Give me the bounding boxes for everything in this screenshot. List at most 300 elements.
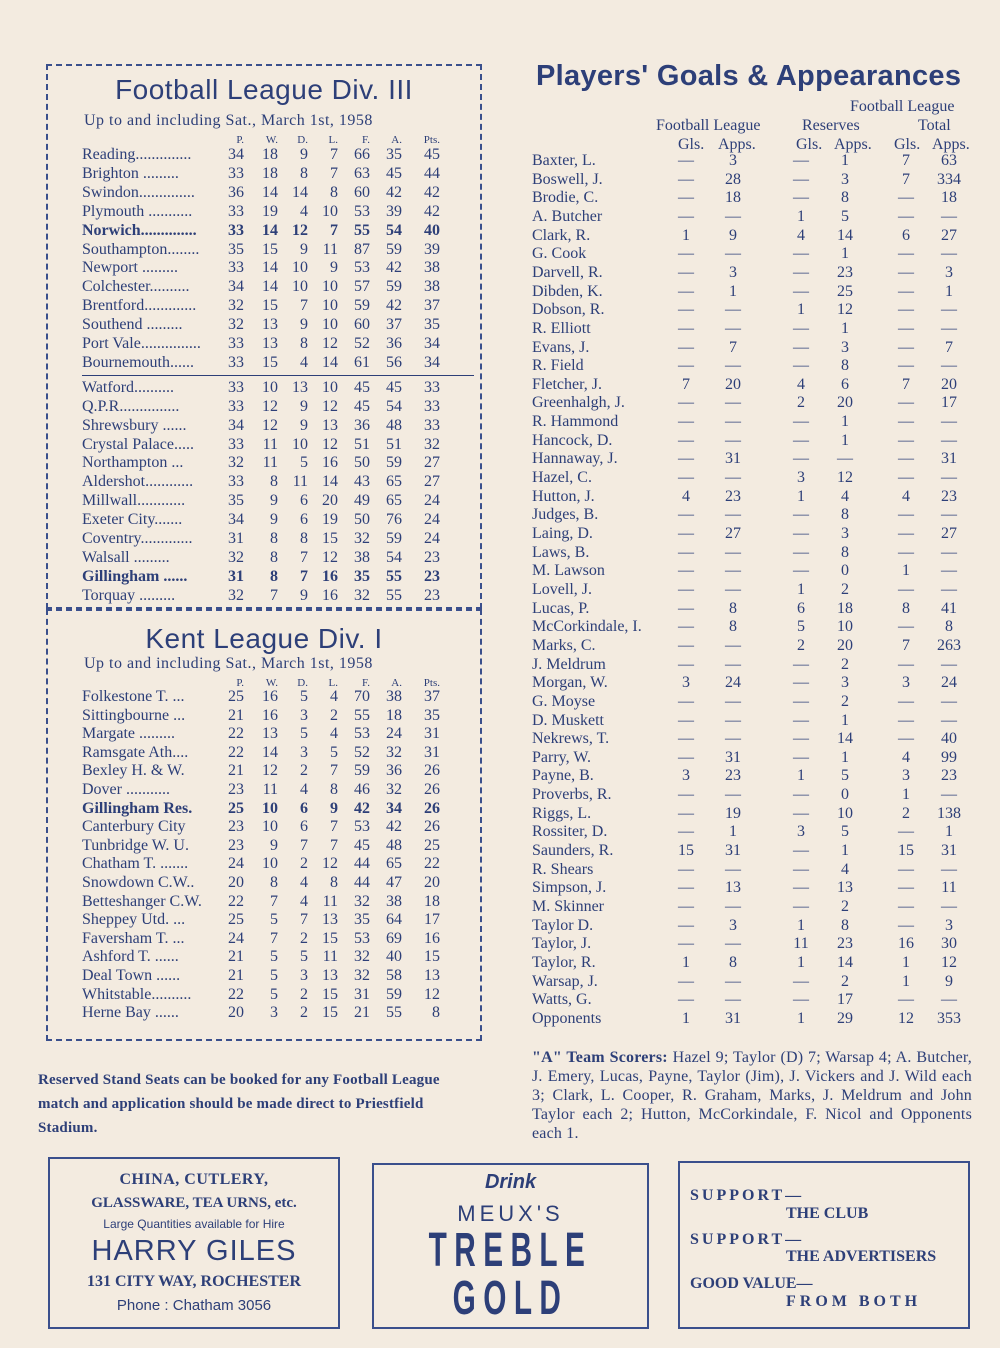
table-row	[532, 600, 972, 618]
table-cell: 31	[941, 450, 957, 468]
table-cell: 8	[841, 543, 849, 561]
table-cell: 1	[841, 413, 849, 431]
table-cell: 7	[330, 836, 338, 854]
table-cell: —	[793, 525, 809, 542]
kl-col-header: W.	[265, 677, 278, 689]
team-name: Ramsgate Ath....	[82, 743, 189, 761]
table-cell: 55	[386, 567, 402, 585]
team-name: Folkestone T. ...	[82, 688, 185, 705]
table-cell: 7	[330, 221, 338, 239]
ad-support-line6: FROM BOTH	[786, 1293, 922, 1310]
ad-support-line3: SUPPORT—	[690, 1231, 805, 1248]
table-cell: 10	[322, 202, 338, 220]
table-cell: 8	[270, 874, 278, 891]
table-cell: 20	[837, 394, 853, 412]
table-cell: 10	[262, 799, 278, 817]
header-football-league: Football League	[656, 117, 761, 134]
table-cell: 1	[797, 301, 805, 319]
table-row	[82, 417, 470, 435]
table-cell: —	[793, 692, 809, 710]
table-row	[82, 492, 470, 510]
team-name: Southend .........	[82, 316, 183, 334]
table-cell: 18	[262, 146, 278, 163]
table-cell: 24	[725, 674, 741, 692]
table-row	[82, 530, 470, 548]
table-row	[532, 712, 972, 730]
table-cell: 36	[354, 416, 370, 434]
table-row	[532, 562, 972, 580]
table-cell: 35	[228, 492, 244, 510]
table-row	[532, 245, 972, 263]
table-cell: 6	[300, 799, 308, 817]
player-name: Saunders, R.	[532, 842, 614, 860]
table-cell: 2	[902, 804, 910, 822]
player-name: R. Shears	[532, 860, 594, 878]
table-cell: —	[678, 748, 694, 766]
table-cell: —	[898, 991, 914, 1009]
table-cell: 13	[292, 378, 308, 396]
player-name: Marks, C.	[532, 636, 596, 654]
table-cell: 10	[322, 316, 338, 334]
table-cell: —	[898, 413, 914, 431]
table-cell: 45	[354, 397, 370, 415]
table-cell: 8	[841, 916, 849, 934]
table-cell: 9	[729, 226, 737, 244]
ad-giles-line3: Large Quantities available for Hire	[103, 1217, 285, 1231]
player-name: Evans, J.	[532, 338, 590, 356]
table-row	[532, 525, 972, 543]
table-cell: 34	[228, 146, 244, 163]
table-cell: 8	[300, 530, 308, 547]
table-cell: —	[793, 506, 809, 524]
table-cell: 8	[729, 618, 737, 636]
table-row	[532, 581, 972, 599]
table-cell: 9	[330, 259, 338, 277]
table-cell: 3	[729, 152, 737, 169]
table-cell: 9	[330, 799, 338, 817]
team-name: Plymouth ...........	[82, 202, 193, 220]
table-cell: 15	[424, 948, 440, 966]
table-row	[82, 278, 470, 296]
table-cell: —	[725, 711, 741, 729]
table-cell: 17	[424, 911, 440, 929]
table-cell: 8	[270, 473, 278, 491]
player-name: Payne, B.	[532, 767, 594, 785]
table-cell: 33	[228, 435, 244, 453]
player-name: Baxter, L.	[532, 152, 596, 169]
table-cell: 16	[322, 567, 338, 585]
table-cell: 14	[322, 473, 338, 491]
table-cell: —	[678, 189, 694, 207]
table-cell: 25	[837, 282, 853, 300]
kent-league-subtitle: Up to and including Sat., March 1st, 1958	[84, 655, 373, 672]
table-cell: 44	[354, 855, 370, 873]
table-row	[82, 986, 470, 1004]
table-cell: 21	[228, 948, 244, 966]
player-name: M. Skinner	[532, 898, 604, 915]
table-cell: 32	[424, 435, 440, 453]
table-cell: 32	[228, 454, 244, 472]
table-cell: 5	[841, 823, 849, 841]
table-cell: 8	[841, 189, 849, 207]
team-name: Coventry.............	[82, 530, 193, 547]
kent-league-title: Kent League Div. I	[145, 623, 383, 654]
table-cell: 40	[386, 948, 402, 966]
table-cell: 8	[945, 618, 953, 636]
table-row	[532, 189, 972, 207]
table-cell: 55	[354, 221, 370, 239]
table-cell: 49	[354, 492, 370, 510]
table-cell: 53	[354, 259, 370, 277]
player-name: Riggs, L.	[532, 804, 592, 822]
ad-giles-line2: GLASSWARE, TEA URNS, etc.	[91, 1195, 297, 1211]
table-divider	[82, 375, 474, 376]
table-row	[532, 488, 972, 506]
table-cell: 5	[841, 207, 849, 225]
table-cell: —	[678, 170, 694, 188]
table-row	[532, 208, 972, 226]
table-cell: 24	[228, 855, 244, 873]
player-name: Opponents	[532, 1009, 602, 1027]
table-cell: 45	[354, 836, 370, 854]
table-cell: 38	[424, 259, 440, 277]
table-cell: —	[941, 319, 957, 337]
table-row	[532, 339, 972, 357]
ad-support-line5: GOOD VALUE—	[690, 1275, 813, 1292]
table-cell: 32	[386, 743, 402, 761]
table-cell: 35	[424, 316, 440, 334]
table-cell: 23	[725, 767, 741, 785]
table-cell: 35	[354, 911, 370, 929]
table-cell: 10	[837, 804, 853, 822]
table-cell: —	[725, 506, 741, 524]
table-cell: 70	[354, 688, 370, 705]
ad-giles-name: HARRY GILES	[91, 1235, 297, 1267]
player-name: Laws, B.	[532, 543, 590, 561]
table-cell: 20	[228, 1004, 244, 1022]
table-cell: 3	[841, 338, 849, 356]
table-cell: 38	[424, 278, 440, 296]
table-cell: 40	[941, 730, 957, 748]
table-cell: 17	[941, 394, 957, 412]
table-cell: 55	[386, 1004, 402, 1022]
table-row	[532, 749, 972, 767]
table-cell: —	[725, 413, 741, 431]
table-cell: 4	[841, 860, 849, 878]
table-cell: 7	[902, 170, 910, 188]
table-cell: 38	[354, 548, 370, 566]
table-cell: 33	[424, 378, 440, 396]
table-row	[532, 301, 972, 319]
table-cell: —	[678, 935, 694, 953]
table-cell: 59	[386, 278, 402, 296]
table-cell: 17	[837, 991, 853, 1009]
table-row	[82, 688, 470, 706]
table-cell: 33	[228, 378, 244, 396]
table-cell: —	[941, 860, 957, 878]
table-cell: 1	[841, 711, 849, 729]
table-row	[532, 823, 972, 841]
table-cell: 2	[330, 706, 338, 724]
table-row	[532, 879, 972, 897]
table-cell: 5	[270, 985, 278, 1003]
table-cell: —	[725, 394, 741, 412]
table-row	[532, 805, 972, 823]
table-cell: 14	[262, 183, 278, 201]
table-cell: 21	[228, 706, 244, 724]
table-cell: —	[678, 786, 694, 804]
table-cell: 26	[424, 818, 440, 836]
table-cell: 11	[262, 454, 278, 472]
table-cell: —	[898, 916, 914, 934]
player-name: Greenhalgh, J.	[532, 394, 625, 412]
team-name: Sittingbourne ...	[82, 706, 186, 724]
team-name: Betteshanger C.W.	[82, 892, 202, 910]
table-cell: 2	[300, 1004, 308, 1022]
player-name: Lucas, P.	[532, 599, 590, 617]
table-cell: 31	[725, 748, 741, 766]
table-cell: —	[793, 431, 809, 449]
table-cell: 10	[292, 278, 308, 296]
table-cell: 48	[386, 416, 402, 434]
table-cell: 55	[354, 706, 370, 724]
table-cell: —	[678, 655, 694, 673]
table-cell: 23	[837, 263, 853, 281]
table-cell: 51	[354, 435, 370, 453]
table-cell: —	[725, 319, 741, 337]
table-row	[532, 544, 972, 562]
table-cell: 20	[837, 636, 853, 654]
table-cell: 42	[354, 799, 370, 817]
table-cell: 38	[386, 688, 402, 705]
table-cell: 63	[941, 152, 957, 169]
ad-giles-line1: CHINA, CUTLERY,	[119, 1171, 269, 1188]
table-cell: 7	[300, 548, 308, 566]
table-cell: 4	[902, 748, 910, 766]
table-cell: 1	[797, 916, 805, 934]
kl-col-header: D.	[297, 677, 308, 689]
table-cell: 31	[424, 725, 440, 743]
player-name: Judges, B.	[532, 506, 599, 524]
table-cell: 1	[945, 282, 953, 300]
table-cell: 54	[386, 221, 402, 239]
table-cell: 16	[322, 586, 338, 604]
table-cell: 21	[354, 1004, 370, 1022]
player-name: D. Muskett	[532, 711, 604, 729]
table-cell: 7	[300, 297, 308, 315]
table-cell: 27	[941, 525, 957, 542]
table-cell: 5	[300, 688, 308, 705]
header-res-gls: Gls.	[796, 136, 823, 153]
table-cell: 4	[300, 874, 308, 891]
table-cell: 12	[262, 762, 278, 780]
table-row	[532, 618, 972, 636]
team-name: Newport .........	[82, 259, 178, 277]
table-row	[82, 725, 470, 743]
table-cell: —	[941, 543, 957, 561]
table-cell: 5	[841, 767, 849, 785]
team-name: Brighton .........	[82, 164, 179, 182]
table-row	[82, 948, 470, 966]
table-cell: 14	[322, 353, 338, 371]
table-cell: 26	[424, 762, 440, 780]
table-cell: —	[941, 469, 957, 487]
table-cell: —	[725, 469, 741, 487]
table-cell: 61	[354, 353, 370, 371]
table-cell: 33	[228, 202, 244, 220]
table-cell: 4	[682, 487, 690, 505]
table-cell: 15	[898, 842, 914, 860]
table-cell: 50	[354, 454, 370, 472]
table-cell: 45	[386, 378, 402, 396]
table-cell: —	[725, 730, 741, 748]
table-cell: 16	[262, 706, 278, 724]
table-cell: 4	[841, 487, 849, 505]
table-cell: 5	[300, 948, 308, 966]
table-cell: —	[678, 636, 694, 654]
table-cell: —	[725, 636, 741, 654]
table-cell: 2	[797, 636, 805, 654]
table-cell: 8	[330, 874, 338, 891]
kl-col-header: L.	[328, 677, 338, 689]
table-cell: 12	[837, 301, 853, 319]
table-row	[532, 991, 972, 1009]
table-cell: —	[725, 562, 741, 580]
team-name: Gillingham ......	[82, 567, 188, 585]
table-cell: —	[898, 394, 914, 412]
table-cell: 32	[228, 297, 244, 315]
player-name: Nekrews, T.	[532, 730, 610, 748]
table-cell: —	[898, 618, 914, 636]
player-name: Lovell, J.	[532, 580, 592, 598]
table-cell: 24	[228, 929, 244, 947]
table-row	[82, 744, 470, 762]
table-cell: 3	[300, 967, 308, 984]
table-cell: 13	[262, 335, 278, 352]
player-name: Parry, W.	[532, 748, 591, 766]
table-cell: 7	[902, 152, 910, 169]
table-cell: 2	[841, 580, 849, 598]
table-cell: —	[941, 207, 957, 225]
table-cell: 57	[354, 278, 370, 296]
table-cell: 43	[354, 473, 370, 491]
table-cell: —	[898, 655, 914, 673]
table-row	[532, 786, 972, 804]
table-row	[82, 165, 470, 183]
table-row	[532, 413, 972, 431]
table-cell: —	[793, 898, 809, 915]
table-cell: 34	[424, 353, 440, 371]
table-row	[532, 898, 972, 916]
table-cell: 24	[941, 674, 957, 692]
table-cell: 3	[945, 263, 953, 281]
table-cell: 14	[837, 226, 853, 244]
player-name: A. Butcher	[532, 207, 603, 225]
table-cell: —	[725, 991, 741, 1009]
team-name: Margate .........	[82, 725, 176, 743]
table-cell: 4	[300, 892, 308, 910]
table-cell: 6	[841, 375, 849, 393]
table-cell: —	[898, 319, 914, 337]
table-row	[82, 893, 470, 911]
table-cell: —	[725, 692, 741, 710]
ad-meux-line3: TREBLE	[428, 1224, 593, 1277]
table-cell: —	[898, 450, 914, 468]
table-cell: 10	[292, 259, 308, 277]
table-row	[82, 587, 470, 605]
table-cell: 19	[322, 511, 338, 529]
table-cell: 1	[841, 245, 849, 263]
team-name: Dover ...........	[82, 781, 170, 798]
table-cell: 45	[424, 146, 440, 163]
table-cell: 14	[262, 743, 278, 761]
table-row	[82, 379, 470, 397]
table-row	[532, 693, 972, 711]
table-cell: 3	[797, 823, 805, 841]
team-name: Northampton ...	[82, 454, 184, 472]
table-cell: —	[793, 786, 809, 804]
table-row	[82, 184, 470, 202]
table-cell: —	[793, 748, 809, 766]
table-cell: —	[725, 357, 741, 375]
team-name: Crystal Palace.....	[82, 435, 194, 453]
table-cell: —	[941, 431, 957, 449]
table-cell: 7	[330, 146, 338, 163]
table-cell: —	[793, 338, 809, 356]
table-cell: —	[678, 916, 694, 934]
table-cell: 11	[292, 473, 308, 491]
team-name: Chatham T. .......	[82, 855, 189, 873]
table-row	[82, 473, 470, 491]
table-cell: 1	[902, 953, 910, 971]
table-row	[82, 335, 470, 353]
table-cell: —	[793, 991, 809, 1009]
table-cell: —	[678, 823, 694, 841]
table-cell: 14	[262, 259, 278, 277]
table-cell: 1	[682, 1009, 690, 1027]
table-cell: 32	[354, 967, 370, 984]
table-cell: —	[793, 319, 809, 337]
table-cell: —	[941, 711, 957, 729]
table-cell: 6	[902, 226, 910, 244]
a-team-label: "A" Team Scorers:	[532, 1049, 668, 1066]
table-cell: —	[793, 413, 809, 431]
team-name: Watford..........	[82, 378, 175, 396]
team-name: Walsall .........	[82, 548, 170, 566]
table-cell: 3	[682, 767, 690, 785]
table-cell: 50	[354, 511, 370, 529]
table-cell: 27	[725, 525, 741, 542]
table-cell: 4	[300, 781, 308, 798]
table-cell: —	[678, 618, 694, 636]
table-cell: 7	[902, 636, 910, 654]
table-cell: —	[941, 655, 957, 673]
table-row	[532, 283, 972, 301]
table-cell: 3	[270, 1004, 278, 1022]
table-cell: 76	[386, 511, 402, 529]
table-row	[532, 973, 972, 991]
table-cell: —	[898, 692, 914, 710]
table-cell: 9	[945, 972, 953, 990]
table-cell: —	[793, 562, 809, 580]
table-cell: 3	[841, 525, 849, 542]
table-cell: 40	[424, 221, 440, 239]
table-cell: 8	[330, 183, 338, 201]
table-cell: —	[898, 301, 914, 319]
table-cell: —	[678, 991, 694, 1009]
table-cell: —	[793, 282, 809, 300]
table-cell: —	[678, 282, 694, 300]
